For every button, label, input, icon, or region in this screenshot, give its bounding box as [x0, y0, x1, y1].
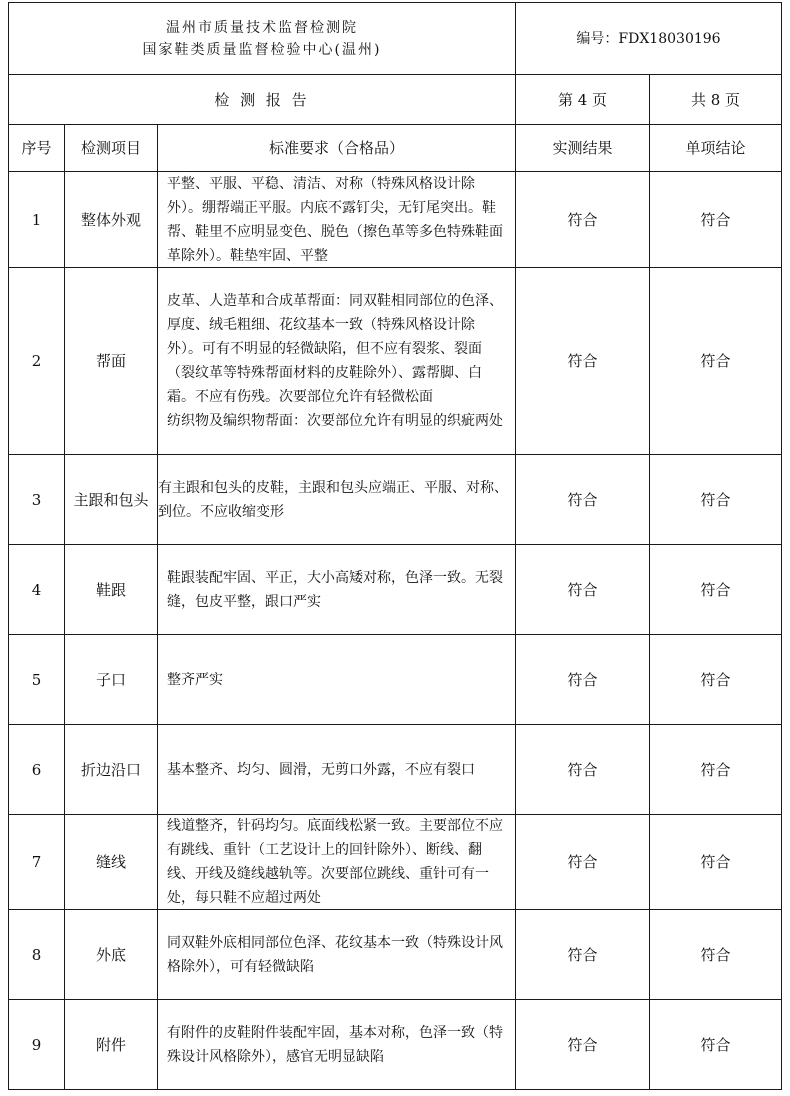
- row-5-item: 子口: [95, 670, 126, 689]
- organization-name: 温州市质量技术监督检测院: [166, 19, 358, 36]
- column-header-no: 序号: [21, 139, 52, 157]
- row-9-item: 附件: [95, 1035, 126, 1054]
- row-5-requirement: 整齐严实: [167, 671, 223, 688]
- row-2-number: 2: [31, 352, 42, 370]
- row-2-conclusion: 符合: [700, 352, 731, 370]
- page-current: 第 4 页: [557, 90, 608, 109]
- report-title: 检 测 报 告: [214, 90, 310, 109]
- row-9-result: 符合: [567, 1035, 598, 1054]
- row-2-requirement: 皮革、人造革和合成革帮面：同双鞋相同部位的色泽、厚度、绒毛粗细、花纹基本一致（特殊风格设计除外）。可有不明显的轻微缺陷，但不应有裂浆、裂面（裂纹革等特殊帮面材料的皮鞋除外）、露帮脚、白霜。不应有伤残。次要部位允许有轻微松面 纺织物及编织物帮面：次要部位允许有明显的织疵两处: [167, 293, 503, 429]
- row-7-conclusion: 符合: [700, 853, 731, 871]
- organization-block: [9, 3, 515, 74]
- row-3-item: 主跟和包头: [73, 490, 149, 509]
- row-5-number: 5: [31, 670, 42, 689]
- row-9-conclusion: 符合: [700, 1035, 731, 1054]
- row-3-conclusion: 符合: [700, 490, 731, 509]
- row-8-result: 符合: [567, 945, 598, 964]
- row-6-conclusion: 符合: [700, 760, 731, 779]
- row-7-item: 缝线: [95, 853, 126, 871]
- report-number: 编号：FDX18030196: [576, 30, 721, 47]
- row-1-item: 整体外观: [80, 210, 141, 229]
- row-6-item: 折边沿口: [80, 760, 141, 779]
- center-name: 国家鞋类质量监督检验中心(温州): [142, 41, 382, 58]
- row-1-requirement: 平整、平服、平稳、清洁、对称（特殊风格设计除外）。绷帮端正平服。内底不露钉尖，无钉尾突出。鞋帮、鞋里不应明显变色、脱色（擦色革等多色特殊鞋面革除外）。鞋垫牢固、平整: [167, 175, 503, 264]
- row-2-item: 帮面: [95, 352, 126, 370]
- row-6-number: 6: [31, 760, 42, 779]
- column-header-requirement: 标准要求（合格品）: [268, 139, 404, 157]
- page-total: 共 8 页: [690, 90, 741, 109]
- row-3-result: 符合: [567, 490, 598, 509]
- row-6-result: 符合: [567, 760, 598, 779]
- row-3-requirement: 有主跟和包头的皮鞋，主跟和包头应端正、平服、对称、到位。不应收缩变形: [158, 479, 508, 520]
- row-3-number: 3: [31, 490, 42, 509]
- row-9-requirement: 有附件的皮鞋附件装配牢固，基本对称，色泽一致（特殊设计风格除外），感官无明显缺陷: [167, 1024, 503, 1065]
- row-5-result: 符合: [567, 670, 598, 689]
- row-8-conclusion: 符合: [700, 945, 731, 964]
- row-4-number: 4: [31, 580, 42, 599]
- row-8-requirement: 同双鞋外底相同部位色泽、花纹基本一致（特殊设计风格除外），可有轻微缺陷: [167, 934, 503, 975]
- row-8-number: 8: [31, 945, 42, 964]
- row-7-requirement: 线道整齐，针码均匀。底面线松紧一致。主要部位不应有跳线、重针（工艺设计上的回针除外）、断线、翻线、开线及缝线越轨等。次要部位跳线、重针可有一处，每只鞋不应超过两处: [167, 818, 503, 906]
- row-2-result: 符合: [567, 352, 598, 370]
- row-1-conclusion: 符合: [700, 210, 731, 229]
- frame-right: [781, 2, 782, 1090]
- row-6-requirement: 基本整齐、均匀、圆滑，无剪口外露，不应有裂口: [167, 761, 475, 778]
- row-4-conclusion: 符合: [700, 580, 731, 599]
- row-4-requirement: 鞋跟装配牢固、平正，大小高矮对称，色泽一致。无裂缝，包皮平整，跟口严实: [167, 569, 503, 610]
- row-1-number: 1: [31, 210, 42, 229]
- row-5-conclusion: 符合: [700, 670, 731, 689]
- column-header-result: 实测结果: [552, 139, 613, 157]
- frame-bottom: [8, 1089, 782, 1090]
- row-9-number: 9: [31, 1035, 42, 1054]
- column-header-item: 检测项目: [80, 139, 141, 157]
- row-1-result: 符合: [567, 210, 598, 229]
- row-4-item: 鞋跟: [95, 580, 126, 599]
- report-page: [8, 2, 782, 1090]
- row-4-result: 符合: [567, 580, 598, 599]
- column-header-conclusion: 单项结论: [685, 139, 746, 157]
- row-8-item: 外底: [95, 945, 126, 964]
- row-7-result: 符合: [567, 853, 598, 871]
- row-7-number: 7: [31, 853, 42, 871]
